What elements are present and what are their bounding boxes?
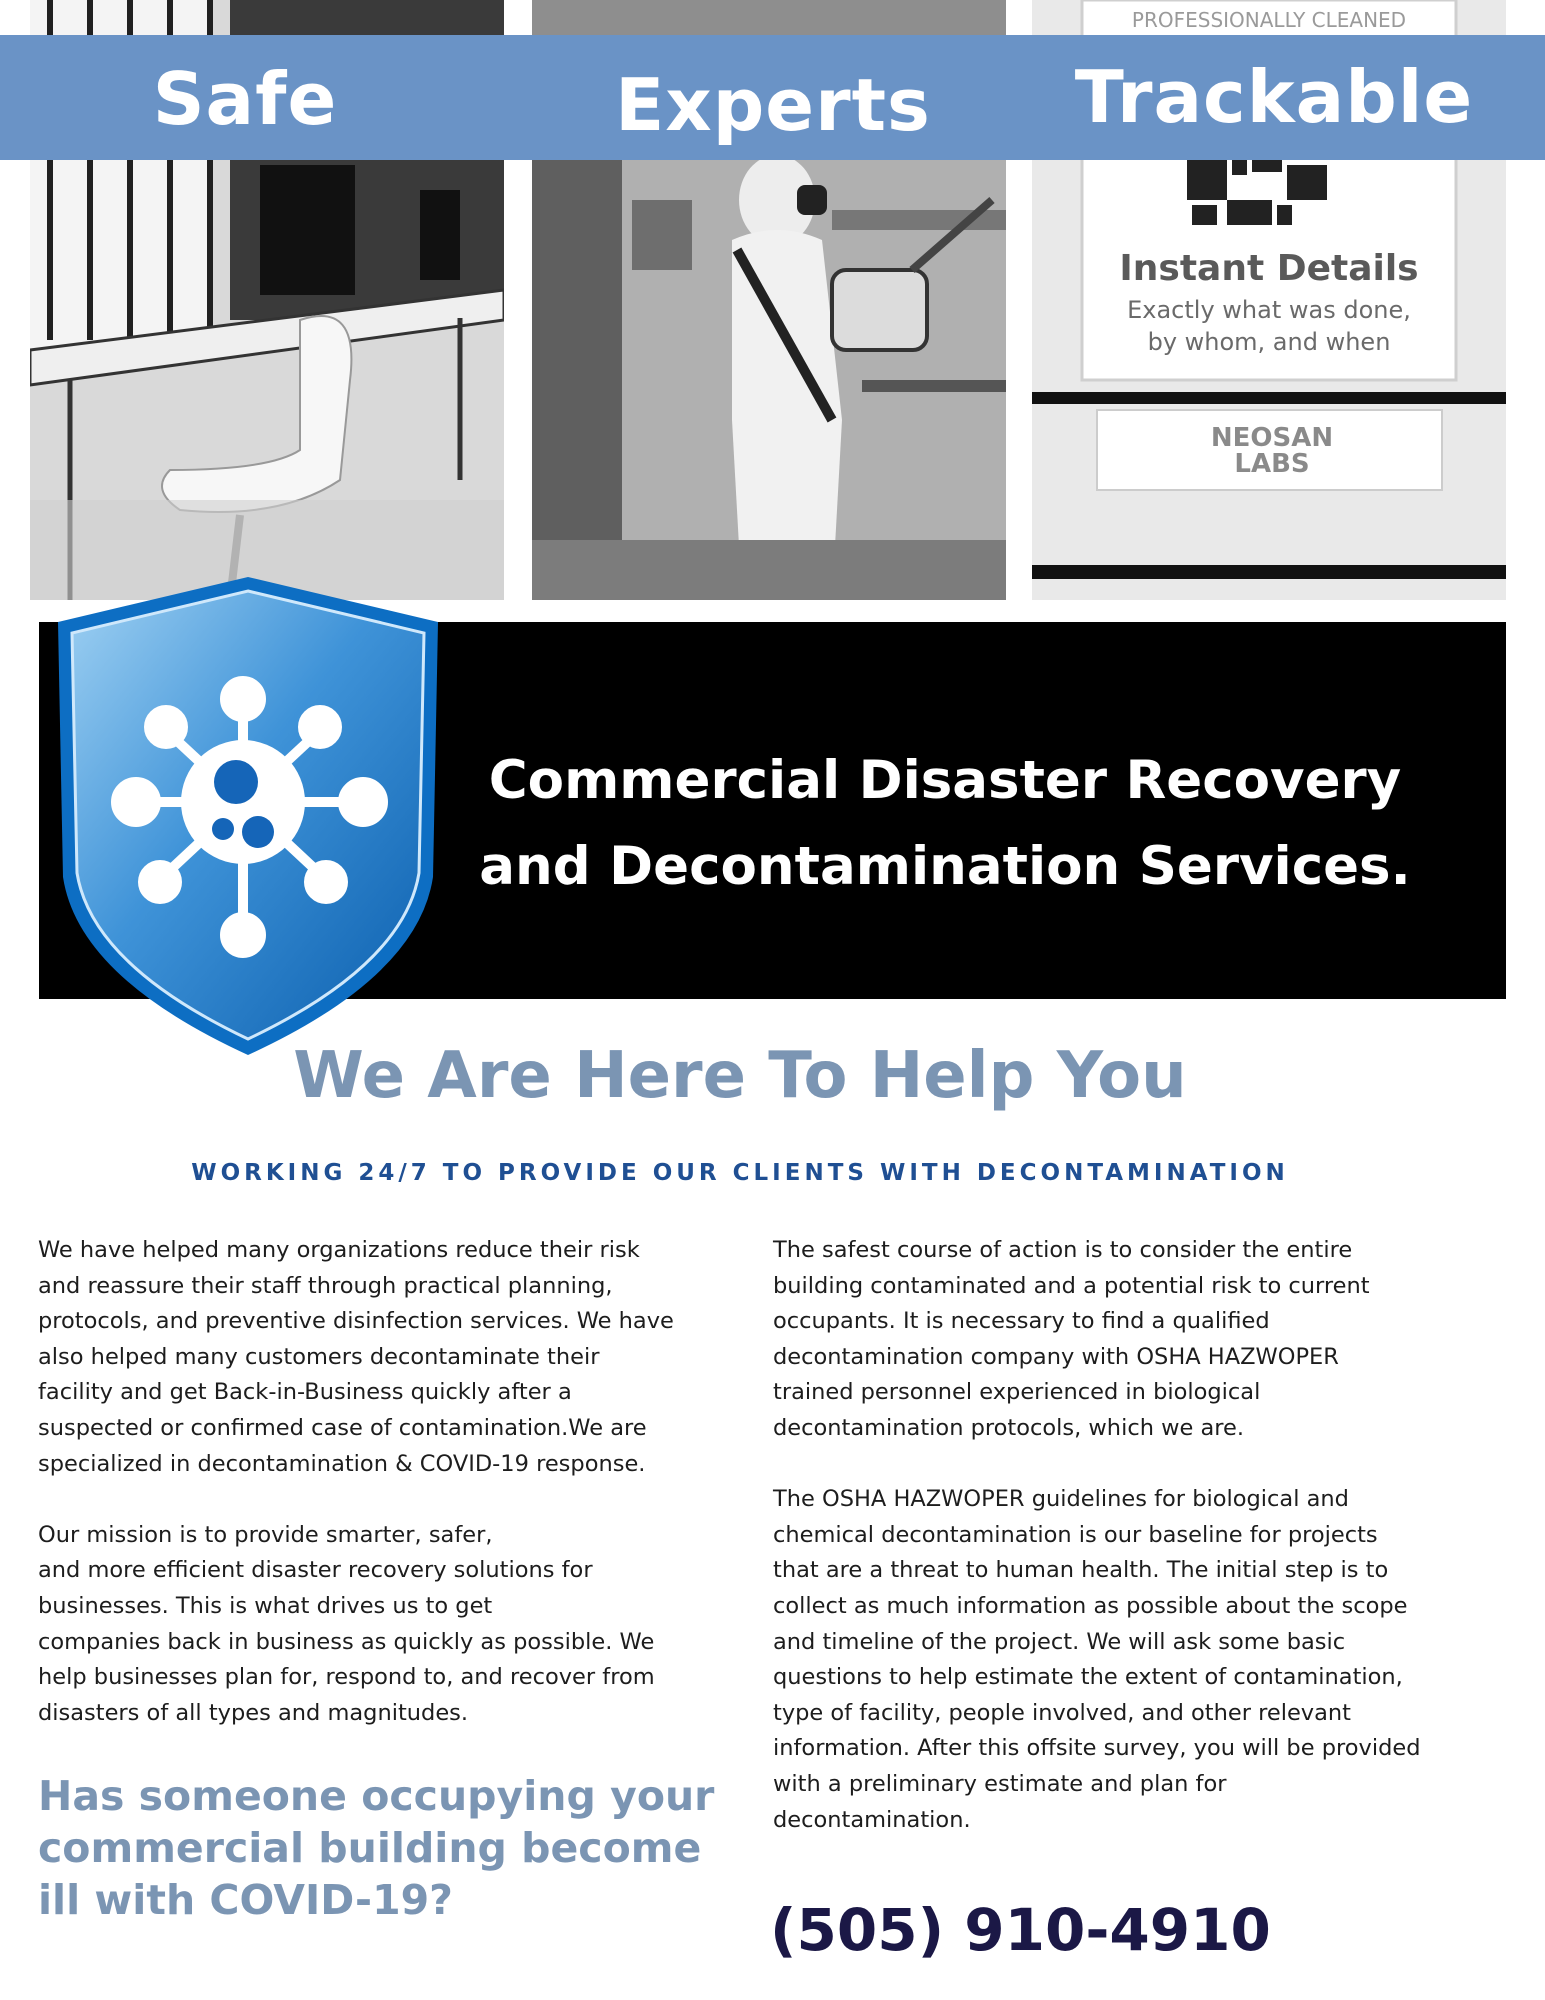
right-paragraph-2: The OSHA HAZWOPER guidelines for biological and chemical decontamination is our baseline for projects that are a threat to human health. The initial step is to collect as much information as possible about the scope and timeline of the project. We will ask some basic questions to help estimate the extent of contamination, type of facility, people involved, and other relevant information. After this offsite survey, you will be provided with a preliminary estimate and plan for decontamination. (773, 1486, 1421, 1833)
hero-headline-line-1: Commercial Disaster Recovery (488, 750, 1402, 811)
section-title: We Are Here To Help You (293, 1039, 1187, 1113)
left-paragraph-2: Our mission is to provide smarter, safer, and more efficient disaster recovery solutions for businesses. This is what drives us to get companies back in business as quickly as possible. We help businesses plan for, respond to, and recover from disasters of all types and magnitudes. (38, 1521, 655, 1726)
banner-word-experts: Experts (615, 63, 931, 147)
right-column (773, 1233, 1503, 1874)
shield-virus-icon (58, 577, 438, 1057)
sign-line-1: Exactly what was done, (1127, 296, 1411, 324)
feature-banner (0, 35, 1545, 160)
sign-heading: Instant Details (1119, 248, 1419, 289)
section-subtitle: WORKING 24/7 TO PROVIDE OUR CLIENTS WITH DECONTAMINATION (191, 1160, 1289, 1186)
banner-word-safe: Safe (152, 57, 338, 141)
sign-top-text: PROFESSIONALLY CLEANED (1131, 8, 1407, 32)
neosan-labs-logo: NEOSAN LABS (1210, 423, 1334, 479)
hero-headline-line-2: and Decontamination Services. (479, 836, 1411, 897)
covid-question-heading: Has someone occupying your commercial building become ill with COVID-19? (38, 1772, 715, 1924)
left-paragraph-1: We have helped many organizations reduce their risk and reassure their staff through practical planning, protocols, and preventive disinfection services. We have also helped many customers decontaminate their facility and get Back-in-Business quickly after a suspected or confirmed case of contamination.We are specialized in decontamination & COVID-19 response. (38, 1237, 674, 1477)
sign-line-2: by whom, and when (1147, 328, 1391, 356)
hero-headline (440, 738, 1450, 910)
banner-word-trackable: Trackable (1074, 55, 1474, 139)
right-paragraph-1: The safest course of action is to consider the entire building contaminated and a potential risk to current occupants. It is necessary to find a qualified decontamination company with OSHA HAZWOPER trained personnel experienced in biological decontamination protocols, which we are. (773, 1237, 1370, 1441)
phone-number[interactable]: (505) 910-4910 (770, 1896, 1271, 1964)
left-column (38, 1233, 758, 1767)
